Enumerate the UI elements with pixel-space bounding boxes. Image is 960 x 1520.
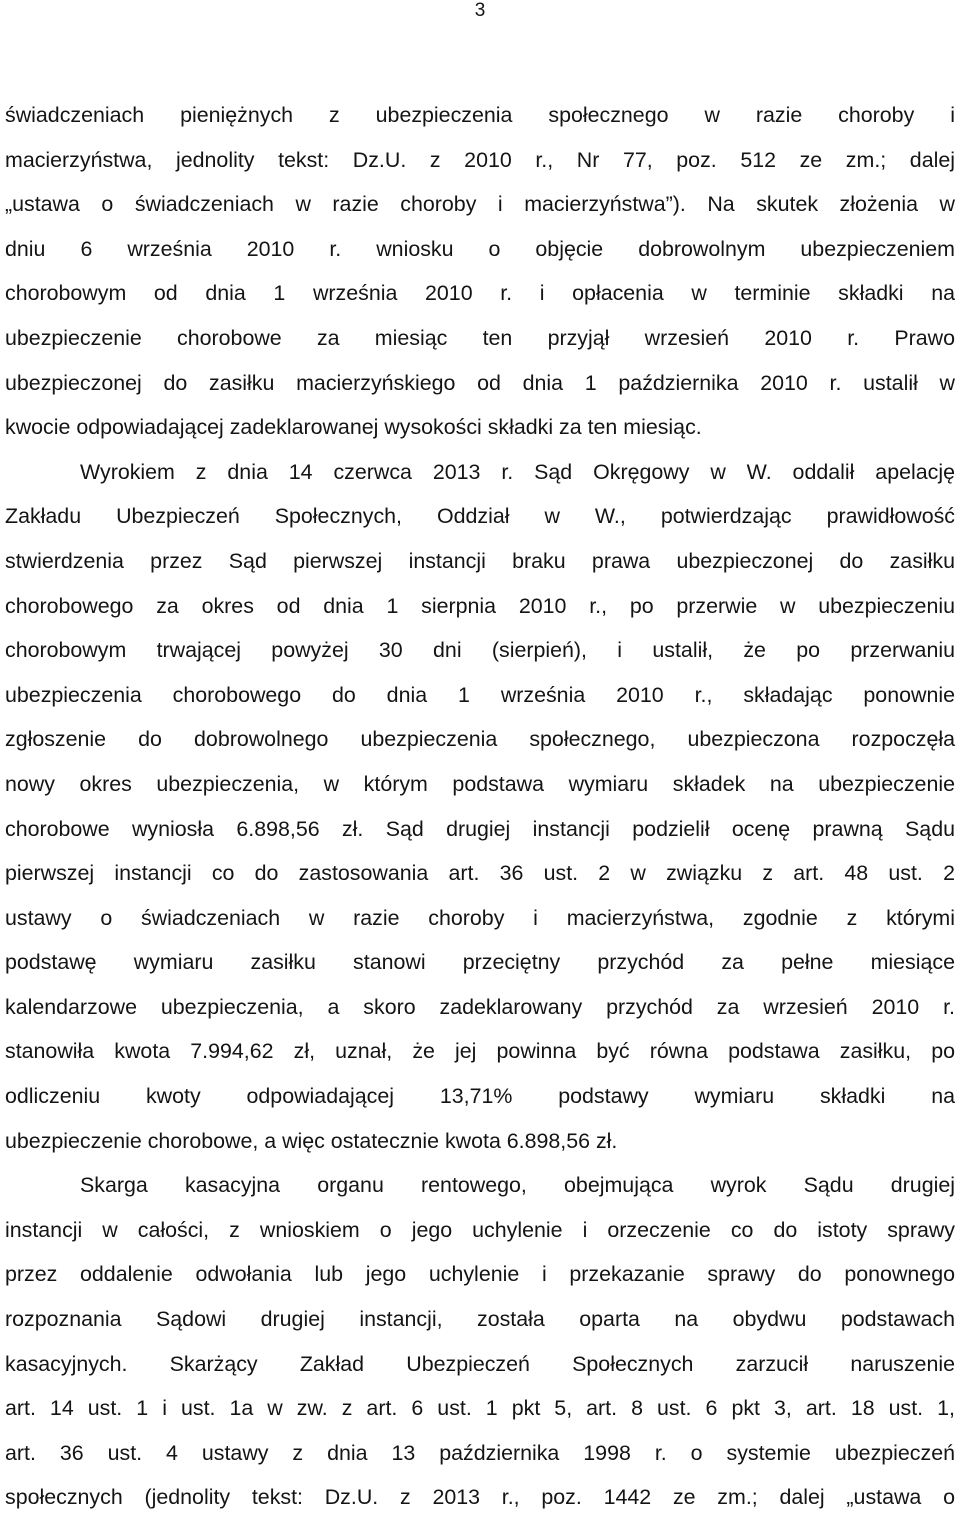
text-line: Wyrokiem z dnia 14 czerwca 2013 r. Sąd Okręgowy w W. oddalił apelację: [80, 459, 955, 484]
text-line: podstawę wymiaru zasiłku stanowi przeciętny przychód za pełne miesiące: [5, 950, 955, 975]
text-line: art. 36 ust. 4 ustawy z dnia 13 października 1998 r. o systemie ubezpieczeń: [5, 1440, 955, 1465]
text-line: chorobowego za okres od dnia 1 sierpnia 2010 r., po przerwie w ubezpieczeniu: [5, 593, 955, 618]
text-line: rozpoznania Sądowi drugiej instancji, została oparta na obydwu podstawach: [5, 1307, 955, 1332]
text-line: stanowiła kwota 7.994,62 zł, uznał, że jej powinna być równa podstawa zasiłku, po: [5, 1039, 955, 1064]
text-line: nowy okres ubezpieczenia, w którym podstawa wymiaru składek na ubezpieczenie: [5, 771, 955, 796]
document-body: [5, 93, 955, 1520]
text-line: pierwszej instancji co do zastosowania art. 36 ust. 2 w związku z art. 48 ust. 2: [5, 861, 955, 886]
text-line: Zakładu Ubezpieczeń Społecznych, Oddział w W., potwierdzając prawidłowość: [5, 504, 955, 529]
text-line: „ustawa o świadczeniach w razie choroby i macierzyństwa”). Na skutek złożenia w: [5, 192, 955, 217]
text-line: społecznych (jednolity tekst: Dz.U. z 2013 r., poz. 1442 ze zm.; dalej „ustawa o: [5, 1485, 955, 1510]
text-line: chorobowe wyniosła 6.898,56 zł. Sąd drugiej instancji podzielił ocenę prawną Sądu: [5, 816, 955, 841]
text-line: ustawy o świadczeniach w razie choroby i macierzyństwa, zgodnie z którymi: [5, 905, 955, 930]
text-line: art. 14 ust. 1 i ust. 1a w zw. z art. 6 ust. 1 pkt 5, art. 8 ust. 6 pkt 3, art. 18 ust. 1,: [5, 1396, 955, 1421]
paragraph-2: [5, 450, 955, 1164]
text-line: macierzyństwa, jednolity tekst: Dz.U. z 2010 r., Nr 77, poz. 512 ze zm.; dalej: [5, 147, 955, 172]
text-line: ubezpieczonej do zasiłku macierzyńskiego od dnia 1 października 2010 r. ustalił w: [5, 370, 955, 395]
text-line: kwocie odpowiadającej zadeklarowanej wysokości składki za ten miesiąc.: [5, 415, 702, 440]
text-line: kasacyjnych. Skarżący Zakład Ubezpieczeń Społecznych zarzucił naruszenie: [5, 1351, 955, 1376]
text-line: instancji w całości, z wnioskiem o jego uchylenie i orzeczenie co do istoty sprawy: [5, 1217, 955, 1242]
paragraph-1: [5, 93, 955, 450]
text-line: ubezpieczenia chorobowego do dnia 1 września 2010 r., składając ponownie: [5, 682, 955, 707]
text-line: zgłoszenie do dobrowolnego ubezpieczenia społecznego, ubezpieczona rozpoczęła: [5, 727, 955, 752]
text-line: odliczeniu kwoty odpowiadającej 13,71% podstawy wymiaru składki na: [5, 1084, 955, 1109]
text-line: stwierdzenia przez Sąd pierwszej instancji braku prawa ubezpieczonej do zasiłku: [5, 548, 955, 573]
text-line: ubezpieczenie chorobowe, a więc ostatecznie kwota 6.898,56 zł.: [5, 1128, 618, 1153]
text-line: chorobowym trwającej powyżej 30 dni (sierpień), i ustalił, że po przerwaniu: [5, 638, 955, 663]
text-line: przez oddalenie odwołania lub jego uchylenie i przekazanie sprawy do ponownego: [5, 1262, 955, 1287]
text-line: Skarga kasacyjna organu rentowego, obejmująca wyrok Sądu drugiej: [80, 1173, 955, 1198]
paragraph-3: [5, 1163, 955, 1520]
text-line: kalendarzowe ubezpieczenia, a skoro zadeklarowany przychód za wrzesień 2010 r.: [5, 994, 955, 1019]
text-line: dniu 6 września 2010 r. wniosku o objęcie dobrowolnym ubezpieczeniem: [5, 236, 955, 261]
text-line: ubezpieczenie chorobowe za miesiąc ten przyjął wrzesień 2010 r. Prawo: [5, 325, 955, 350]
text-line: świadczeniach pieniężnych z ubezpieczenia społecznego w razie choroby i: [5, 103, 955, 127]
text-line: chorobowym od dnia 1 września 2010 r. i opłacenia w terminie składki na: [5, 281, 955, 306]
page-number: 3: [474, 0, 486, 21]
